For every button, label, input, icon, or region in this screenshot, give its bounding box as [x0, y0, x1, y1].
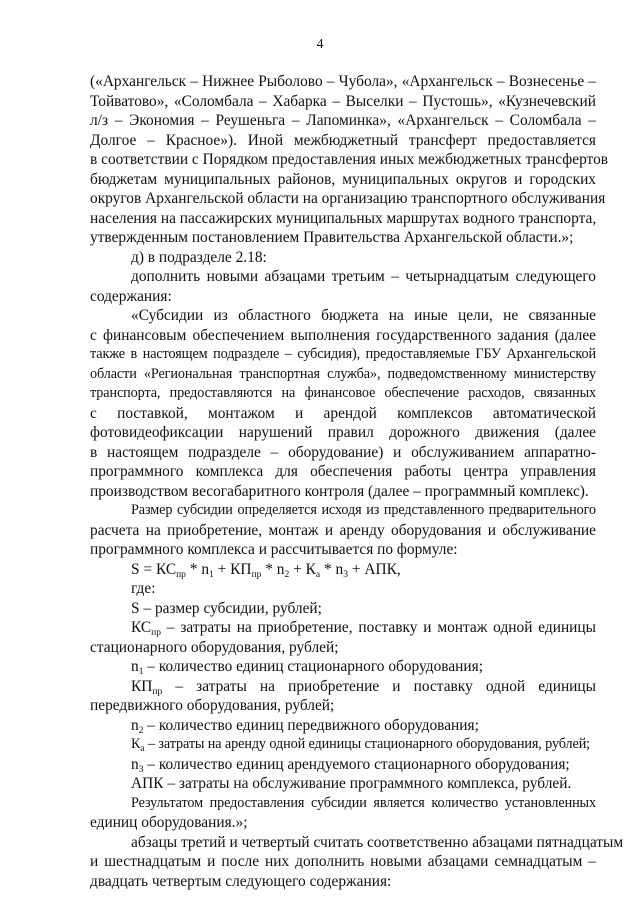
text-line: Размер субсидии определяется исходя из представленного предварительного: [131, 502, 596, 518]
text-line: Результатом предоставления субсидии является количество установленных: [131, 794, 596, 811]
text-line: с финансовым обеспечением выполнения государственного задания (далее: [90, 326, 596, 344]
text-line: («Архангельск – Нижнее Рыболово – Чубола», «Архангельск – Вознесенье –: [90, 73, 596, 90]
text-line: АПК – затраты на обслуживание программного комплекса, рублей.: [131, 775, 572, 792]
text-line: и шестнадцатым и после них дополнить новыми абзацами семнадцатым –: [90, 853, 596, 870]
text-line: $КС_{пр}$ – затраты на приобретение, поставку и монтаж одной единицы: [131, 619, 596, 638]
text-line: «Субсидии из областного бюджета на иные цели, не связанные: [131, 307, 596, 324]
text-line: содержания:: [90, 287, 172, 305]
text-line: дополнить новыми абзацами третьим – четырнадцатым следующего: [131, 268, 596, 285]
text-line: в настоящем подразделе – оборудование) и обслуживанием аппаратно-: [90, 443, 596, 461]
text-line: бюджетам муниципальных районов, муниципальных округов и городских: [90, 170, 596, 188]
text-line: в соответствии с Порядком предоставления иных межбюджетных трансфертов: [90, 151, 609, 168]
text-line: округов Архангельской области на организацию транспортного обслуживания: [90, 190, 606, 207]
text-line: л/з – Экономия – Реушеньга – Лапоминка», «Архангельск – Соломбала –: [90, 112, 596, 129]
text-line: $n_1$ – количество единиц стационарного оборудования;: [131, 658, 484, 677]
text-line: утвержденным постановлением Правительства Архангельской области.»;: [90, 229, 574, 246]
text-line: области «Региональная транспортная служба», подведомственному министерству: [90, 365, 596, 382]
text-line: $n_2$ – количество единиц передвижного оборудования;: [131, 716, 479, 736]
text-line: с поставкой, монтажом и арендой комплексов автоматической: [90, 404, 596, 422]
text-line: населения на пассажирских муниципальных маршрутах водного транспорта,: [90, 209, 597, 227]
text-line: $К_а$ – затраты на аренду одной единицы стационарного оборудования, рублей;: [131, 736, 591, 754]
text-line: расчета на приобретение, монтаж и аренду оборудования и обслуживание: [90, 521, 596, 539]
text-line: $КП_{пр}$ – затраты на приобретение и поставку одной единицы: [131, 677, 596, 697]
text-line: передвижного оборудования, рублей;: [90, 697, 335, 714]
text-line: д) в подразделе 2.18:: [131, 248, 267, 266]
text-line: где:: [131, 580, 156, 597]
text-line: единиц оборудования.»;: [90, 814, 248, 831]
formula: $S = КС_{пр} * n_1 + КП_{пр} * n_2 + К_а * n_3$ + АПК,: [131, 560, 401, 580]
page-number: 4: [316, 37, 324, 52]
text-line: Долгое – Красное»). Иной межбюджетный трансферт предоставляется: [90, 131, 596, 149]
text-line: стационарного оборудования, рублей;: [90, 638, 339, 656]
text-line: производством весогабаритного контроля (далее – программный комплекс).: [90, 482, 589, 500]
document-body: [90, 72, 624, 891]
text-line: абзацы третий и четвертый считать соответственно абзацами пятнадцатым: [131, 833, 624, 851]
text-line: программного комплекса и рассчитывается по формуле:: [90, 541, 458, 558]
text-line: транспорта, предоставляются на финансовое обеспечение расходов, связанных: [90, 385, 596, 401]
text-line: $n_3$ – количество единиц арендуемого стационарного оборудования;: [131, 755, 570, 775]
text-line: программного комплекса для обеспечения работы центра управления: [90, 463, 596, 480]
text-line: двадцать четвертым следующего содержания:: [90, 872, 392, 890]
text-line: фотовидеофиксации нарушений правил дорожного движения (далее: [90, 424, 596, 441]
text-line: S – размер субсидии, рублей;: [131, 599, 322, 617]
text-line: также в настоящем подразделе – субсидия), предоставляемые ГБУ Архангельской: [90, 346, 596, 362]
text-line: Тойватово», «Соломбала – Хабарка – Выселки – Пустошь», «Кузнечевский: [90, 92, 596, 110]
